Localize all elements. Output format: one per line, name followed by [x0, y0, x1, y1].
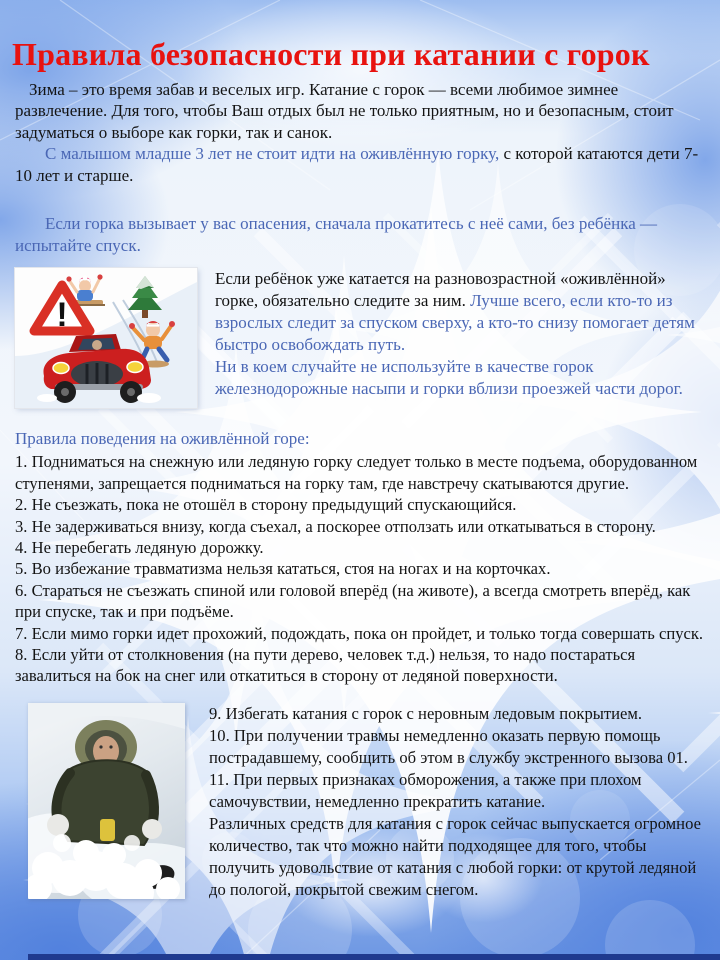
- closing-paragraph: Различных средств для катания с горок сейчас выпускается огромное количество, так что можно найти подходящее для того, чтобы получить удовольствие от катания с любой горки: от крутой ледяной до пологой, покрытой свежим снегом.: [209, 813, 701, 899]
- intro-paragraph-1: Зима – это время забав и веселых игр. Катание с горок — всеми любимое зимнее развлечение. Для того, чтобы Ваш отдых был не только приятным, но и безопасным, стоит задуматься о выборе как горки, так и санок.: [15, 79, 674, 142]
- intro-paragraph-2-black: с которой катаются дети 7-10 лет и старше.: [15, 144, 699, 185]
- supervision-blue: Лучше всего, если кто-то из взрослых следит за спуском сверху, а кто-то снизу помогает детям быстро освобождать путь.: [215, 291, 695, 355]
- rule-item-9: 9. Избегать катания с горок с неровным ледовым покрытием.: [209, 703, 643, 723]
- rule-item-10: 10. При получении травмы немедленно оказать первую помощь пострадавшему, сообщить об этом в службу экстренного вызова 01.: [209, 725, 688, 767]
- cartoon-row: [15, 268, 706, 408]
- rules-heading: Правила поведения на оживлённой горе:: [15, 429, 310, 449]
- rule-item-2: 2. Не съезжать, пока не отошёл в сторону предыдущий спускающийся.: [15, 495, 517, 515]
- rules-section: [15, 428, 708, 686]
- rule-item-5: 5. Во избежание травматизма нельзя кататься, стоя на ногах и на корточках.: [15, 559, 551, 579]
- rule-item-8: 8. Если уйти от столкновения (на пути дерево, человек т.д.) нельзя, то надо постараться завалиться на бок на снег или откатиться в сторону от ледяной поверхности.: [15, 644, 636, 686]
- supervision-paragraph: [215, 268, 706, 356]
- rule-item-3: 3. Не задерживаться внизу, когда съехал, а поскорее отползать или откатываться в сторону.: [15, 516, 656, 536]
- intro-paragraph-3: Если горка вызывает у вас опасения, сначала прокатитесь с неё сами, без ребёнка — испытайте спуск.: [15, 214, 657, 255]
- intro-paragraph-2: [15, 143, 706, 186]
- supervision-black: Если ребёнок уже катается на разновозрастной «оживлённой» горке, обязательно следите за ним.: [215, 269, 666, 311]
- intro-section: [15, 79, 706, 257]
- intro-paragraph-2-blue: С малышом младше 3 лет не стоит идти на оживлённую горку,: [45, 144, 500, 164]
- photo-child-sledding: [28, 703, 185, 899]
- rule-item-6: 6. Стараться не съезжать спиной или головой вперёд (на животе), а всегда смотреть вперёд, как при спуске, так и при подъёме.: [15, 580, 691, 622]
- svg-text:!: !: [56, 296, 68, 335]
- rule-item-7: 7. Если мимо горки идет прохожий, подождать, пока он пройдет, и только тогда совершать спуск.: [15, 623, 704, 643]
- rule-item-11: 11. При первых признаках обморожения, а также при плохом самочувствии, немедленно прекратить катание.: [209, 769, 642, 811]
- bottom-border: [28, 954, 720, 960]
- beside-photo-text: [209, 703, 706, 901]
- railway-warning-paragraph: Ни в коем случайте не используйте в качестве горок железнодорожные насыпи и горки вблизи проезжей части дорог.: [215, 357, 683, 399]
- cartoon-sledding-warning-image: [15, 268, 197, 408]
- beside-cartoon-text: [215, 268, 706, 408]
- rule-item-1: 1. Подниматься на снежную или ледяную горку следует только в месте подъема, оборудованном ступенями, запрещается подниматься на горку там, где навстречу скатываются другие.: [15, 452, 698, 493]
- rule-item-4: 4. Не перебегать ледяную дорожку.: [15, 537, 264, 557]
- photo-row: [15, 703, 706, 901]
- page-title: Правила безопасности при катании с горок: [12, 36, 650, 72]
